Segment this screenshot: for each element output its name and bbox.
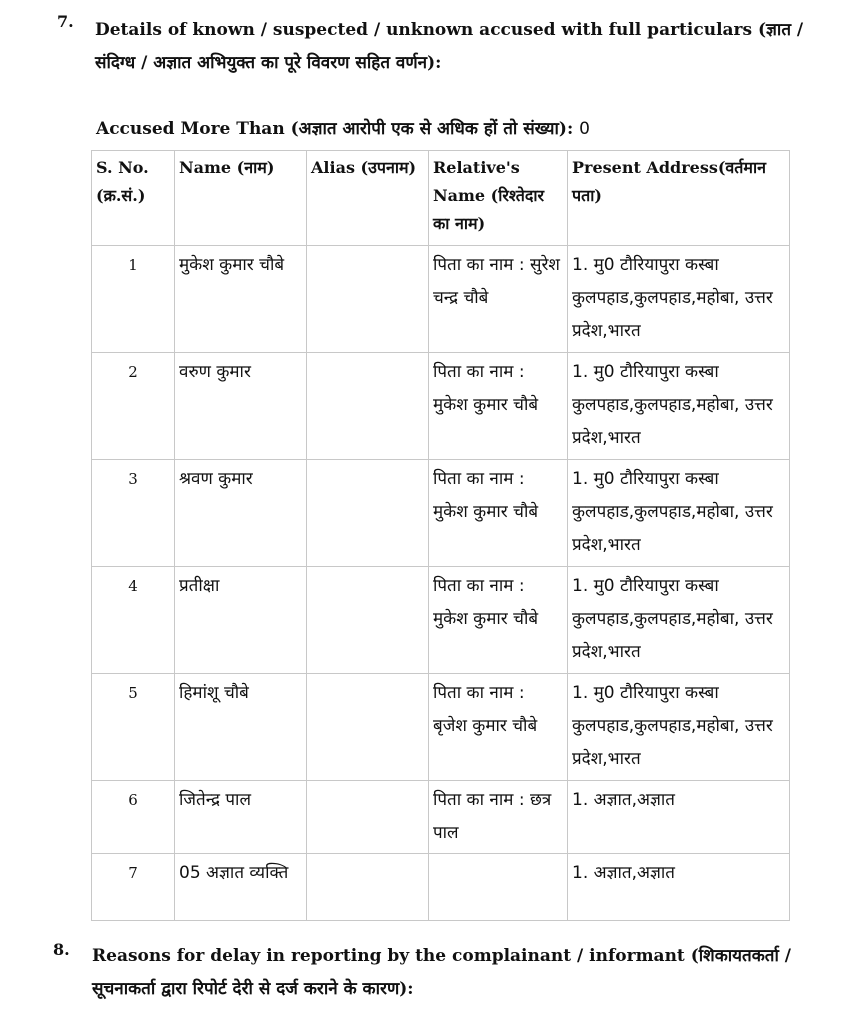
section-8-title-line2: सूचनाकर्ता द्वारा रिपोर्ट देरी से दर्ज कराने के कारण): — [92, 979, 414, 999]
table-row — [92, 781, 790, 854]
cell-alias — [307, 460, 429, 567]
cell-address: 1. मु0 टौरियापुरा कस्बा कुलपहाड,कुलपहाड,महोबा, उत्तर प्रदेश,भारत — [568, 460, 790, 567]
header-name: Name (नाम) — [175, 151, 307, 246]
cell-sno: 4 — [92, 567, 175, 674]
cell-sno: 1 — [92, 246, 175, 353]
accused-more-than-label: Accused More Than (अज्ञात आरोपी एक से अधिक हों तो संख्या): — [96, 119, 574, 139]
table-row — [92, 567, 790, 674]
cell-address: 1. मु0 टौरियापुरा कस्बा कुलपहाड,कुलपहाड,महोबा, उत्तर प्रदेश,भारत — [568, 567, 790, 674]
cell-relative: पिता का नाम : मुकेश कुमार चौबे — [429, 460, 568, 567]
cell-name: जितेन्द्र पाल — [175, 781, 307, 854]
section-7-title-line2: संदिग्ध / अज्ञात अभियुक्त का पूरे विवरण सहित वर्णन): — [95, 53, 442, 73]
cell-alias — [307, 246, 429, 353]
cell-relative: पिता का नाम : छत्र पाल — [429, 781, 568, 854]
table-row — [92, 460, 790, 567]
cell-address: 1. मु0 टौरियापुरा कस्बा कुलपहाड,कुलपहाड,महोबा, उत्तर प्रदेश,भारत — [568, 246, 790, 353]
section-7-title — [95, 14, 815, 80]
header-relative: Relative's Name (रिश्तेदार का नाम) — [429, 151, 568, 246]
section-7-number: 7. — [57, 12, 74, 31]
table-row — [92, 353, 790, 460]
cell-sno: 5 — [92, 674, 175, 781]
cell-name: प्रतीक्षा — [175, 567, 307, 674]
cell-relative: पिता का नाम : मुकेश कुमार चौबे — [429, 567, 568, 674]
cell-name: श्रवण कुमार — [175, 460, 307, 567]
cell-relative: पिता का नाम : मुकेश कुमार चौबे — [429, 353, 568, 460]
header-sno: S. No. (क्र.सं.) — [92, 151, 175, 246]
cell-sno: 7 — [92, 854, 175, 921]
header-address: Present Address(वर्तमान पता) — [568, 151, 790, 246]
table-row — [92, 674, 790, 781]
section-8-number: 8. — [53, 940, 70, 959]
cell-relative — [429, 854, 568, 921]
cell-name: हिमांशू चौबे — [175, 674, 307, 781]
cell-address: 1. मु0 टौरियापुरा कस्बा कुलपहाड,कुलपहाड,महोबा, उत्तर प्रदेश,भारत — [568, 674, 790, 781]
section-8-title — [92, 940, 812, 1006]
cell-name: मुकेश कुमार चौबे — [175, 246, 307, 353]
section-8-title-line1: Reasons for delay in reporting by the complainant / informant (शिकायतकर्ता / — [92, 946, 791, 966]
table-row — [92, 246, 790, 353]
cell-relative: पिता का नाम : सुरेश चन्द्र चौबे — [429, 246, 568, 353]
cell-address: 1. अज्ञात,अज्ञात — [568, 781, 790, 854]
cell-name: वरुण कुमार — [175, 353, 307, 460]
cell-sno: 6 — [92, 781, 175, 854]
cell-alias — [307, 353, 429, 460]
cell-sno: 2 — [92, 353, 175, 460]
accused-more-than — [96, 116, 590, 139]
cell-alias — [307, 781, 429, 854]
table-row — [92, 854, 790, 921]
header-alias: Alias (उपनाम) — [307, 151, 429, 246]
section-7-title-line1: Details of known / suspected / unknown accused with full particulars (ज्ञात / — [95, 20, 804, 40]
cell-alias — [307, 854, 429, 921]
cell-alias — [307, 674, 429, 781]
cell-name: 05 अज्ञात व्यक्ति — [175, 854, 307, 921]
cell-address: 1. अज्ञात,अज्ञात — [568, 854, 790, 921]
cell-relative: पिता का नाम : बृजेश कुमार चौबे — [429, 674, 568, 781]
cell-alias — [307, 567, 429, 674]
table-header-row — [92, 151, 790, 246]
accused-more-than-value: 0 — [579, 119, 590, 139]
accused-table — [91, 150, 790, 921]
cell-sno: 3 — [92, 460, 175, 567]
cell-address: 1. मु0 टौरियापुरा कस्बा कुलपहाड,कुलपहाड,महोबा, उत्तर प्रदेश,भारत — [568, 353, 790, 460]
